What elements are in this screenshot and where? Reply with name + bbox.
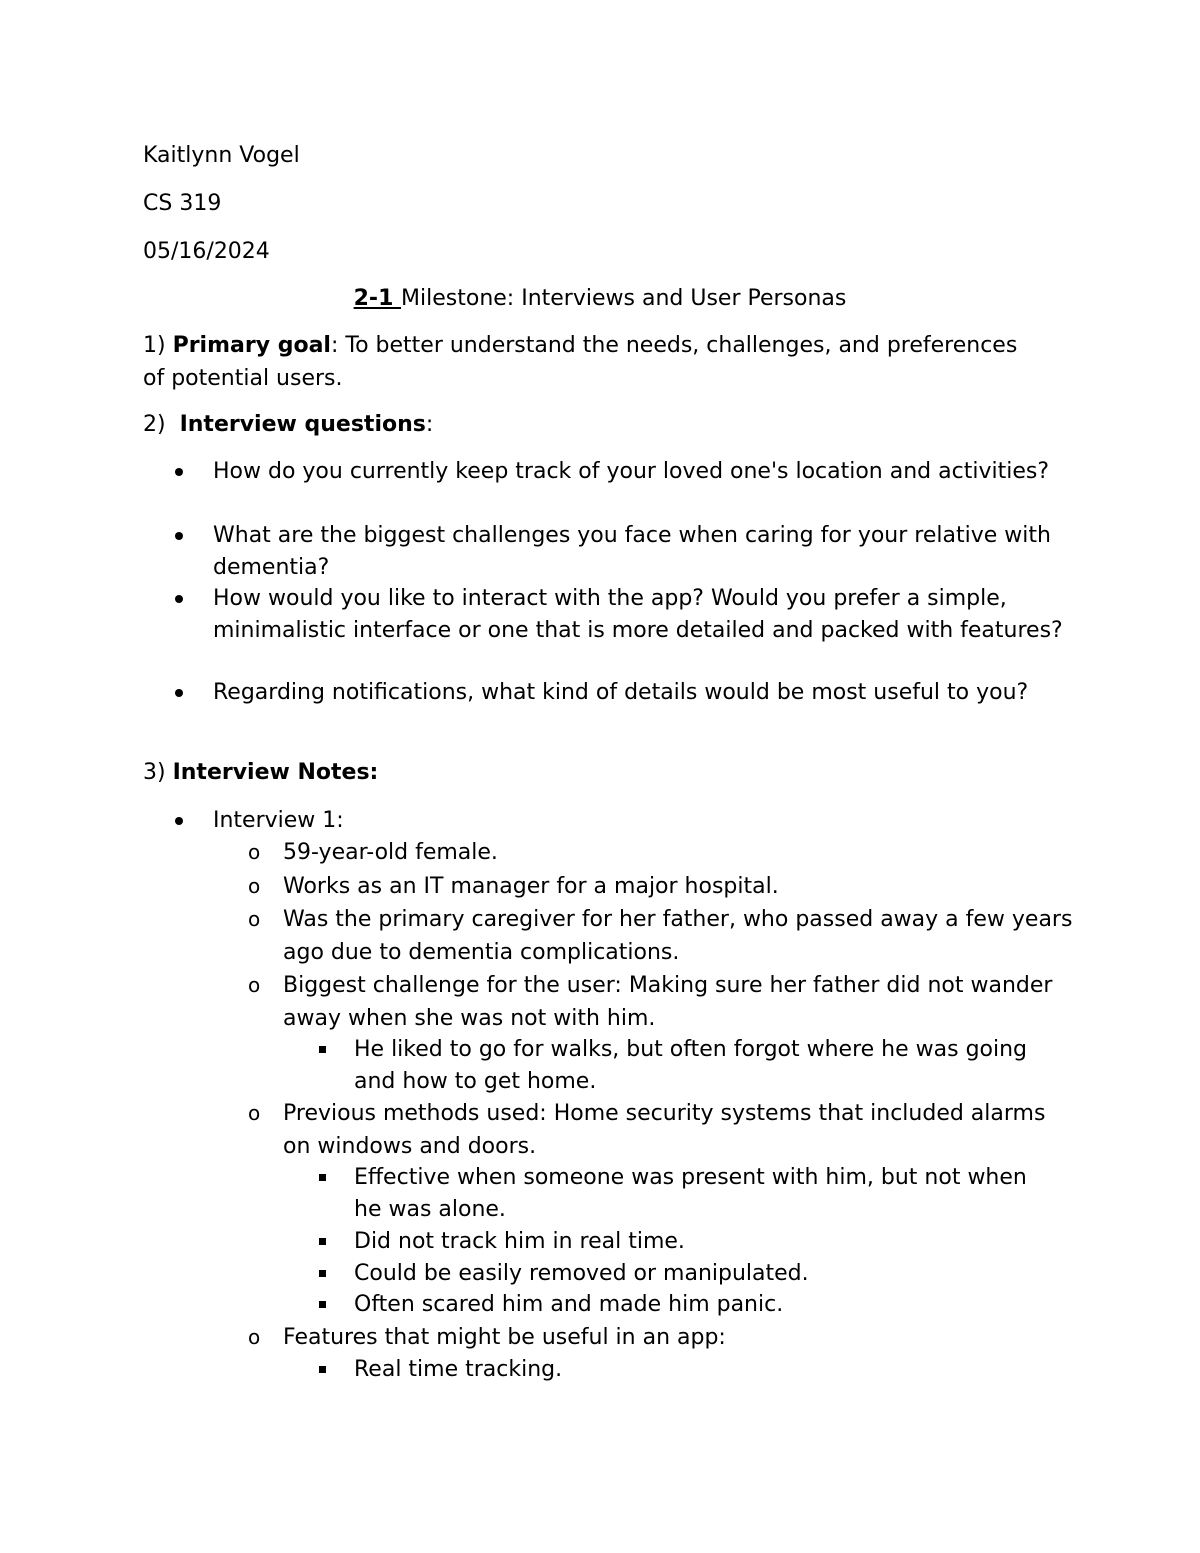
circle-bullet-icon: o <box>248 1325 261 1349</box>
detail-item <box>354 1354 1044 1386</box>
question-item <box>213 520 1063 583</box>
question-item <box>213 456 1063 488</box>
primary-goal-text: : To better understand the needs, challenges, and preferences of potential users. <box>143 333 1018 391</box>
square-bullet-icon <box>319 1046 326 1053</box>
title-number: 2-1 <box>353 286 402 311</box>
detail-text: He liked to go for walks, but often forgot where he was going and how to get home. <box>354 1037 1028 1094</box>
detail-item <box>354 1258 1044 1290</box>
question-text: What are the biggest challenges you face when caring for your relative with dementia? <box>213 523 1051 580</box>
section2-prefix: 2) <box>143 412 180 437</box>
bullet-dot-icon <box>175 595 183 603</box>
interview-questions-suffix: : <box>425 412 434 437</box>
detail-item <box>354 1034 1044 1098</box>
note-text: Works as an IT manager for a major hospital. <box>283 874 779 899</box>
detail-item <box>354 1289 1044 1321</box>
circle-bullet-icon: o <box>248 1101 261 1125</box>
circle-bullet-icon: o <box>248 907 261 931</box>
note-text: Previous methods used: Home security systems that included alarms on windows and doors. <box>283 1101 1046 1159</box>
note-item <box>248 969 1073 1035</box>
square-bullet-icon <box>319 1174 326 1181</box>
question-text: Regarding notifications, what kind of details would be most useful to you? <box>213 680 1029 705</box>
note-item <box>248 836 1073 869</box>
note-item <box>248 903 1073 969</box>
detail-text: Effective when someone was present with him, but not when he was alone. <box>354 1165 1027 1222</box>
interview-questions-label: Interview questions <box>179 412 426 437</box>
interview-1-label: Interview 1: <box>213 808 344 833</box>
note-text: Was the primary caregiver for her father, who passed away a few years ago due to dementia complications. <box>283 907 1073 965</box>
square-bullet-icon <box>319 1270 326 1277</box>
square-bullet-icon <box>319 1366 326 1373</box>
question-item <box>213 677 1063 709</box>
bullet-dot-icon <box>175 468 183 476</box>
detail-text: Did not track him in real time. <box>354 1229 685 1254</box>
title-text: Milestone: Interviews and User Personas <box>401 286 847 311</box>
circle-bullet-icon: o <box>248 973 261 997</box>
note-text: Features that might be useful in an app: <box>283 1325 726 1350</box>
detail-text: Real time tracking. <box>354 1357 563 1382</box>
note-item <box>248 870 1073 903</box>
interview-1-item <box>213 805 1063 837</box>
circle-bullet-icon: o <box>248 874 261 898</box>
document-title <box>0 286 1200 311</box>
detail-item <box>354 1162 1044 1226</box>
primary-goal-paragraph <box>143 329 1043 395</box>
question-text: How would you like to interact with the app? Would you prefer a simple, minimalistic interface or one that is more detailed and packed with features? <box>213 586 1063 643</box>
detail-text: Could be easily removed or manipulated. <box>354 1261 809 1286</box>
square-bullet-icon <box>319 1238 326 1245</box>
question-text: How do you currently keep track of your loved one's location and activities? <box>213 459 1049 484</box>
note-text: 59-year-old female. <box>283 840 498 865</box>
note-item <box>248 1321 1073 1354</box>
section1-prefix: 1) <box>143 333 173 358</box>
detail-item <box>354 1226 1044 1258</box>
detail-text: Often scared him and made him panic. <box>354 1292 784 1317</box>
interview-notes-heading <box>143 756 1043 789</box>
circle-bullet-icon: o <box>248 840 261 864</box>
interview-notes-label: Interview Notes: <box>172 760 379 785</box>
bullet-dot-icon <box>175 689 183 697</box>
primary-goal-label: Primary goal <box>172 333 331 358</box>
bullet-dot-icon <box>175 817 183 825</box>
course-code: CS 319 <box>143 191 222 216</box>
question-item <box>213 583 1063 646</box>
note-item <box>248 1097 1073 1163</box>
interview-questions-heading <box>143 408 1043 441</box>
document-date: 05/16/2024 <box>143 239 270 264</box>
square-bullet-icon <box>319 1301 326 1308</box>
bullet-dot-icon <box>175 532 183 540</box>
author-name: Kaitlynn Vogel <box>143 143 300 168</box>
section3-prefix: 3) <box>143 760 173 785</box>
note-text: Biggest challenge for the user: Making sure her father did not wander away when she was not with him. <box>283 973 1053 1031</box>
